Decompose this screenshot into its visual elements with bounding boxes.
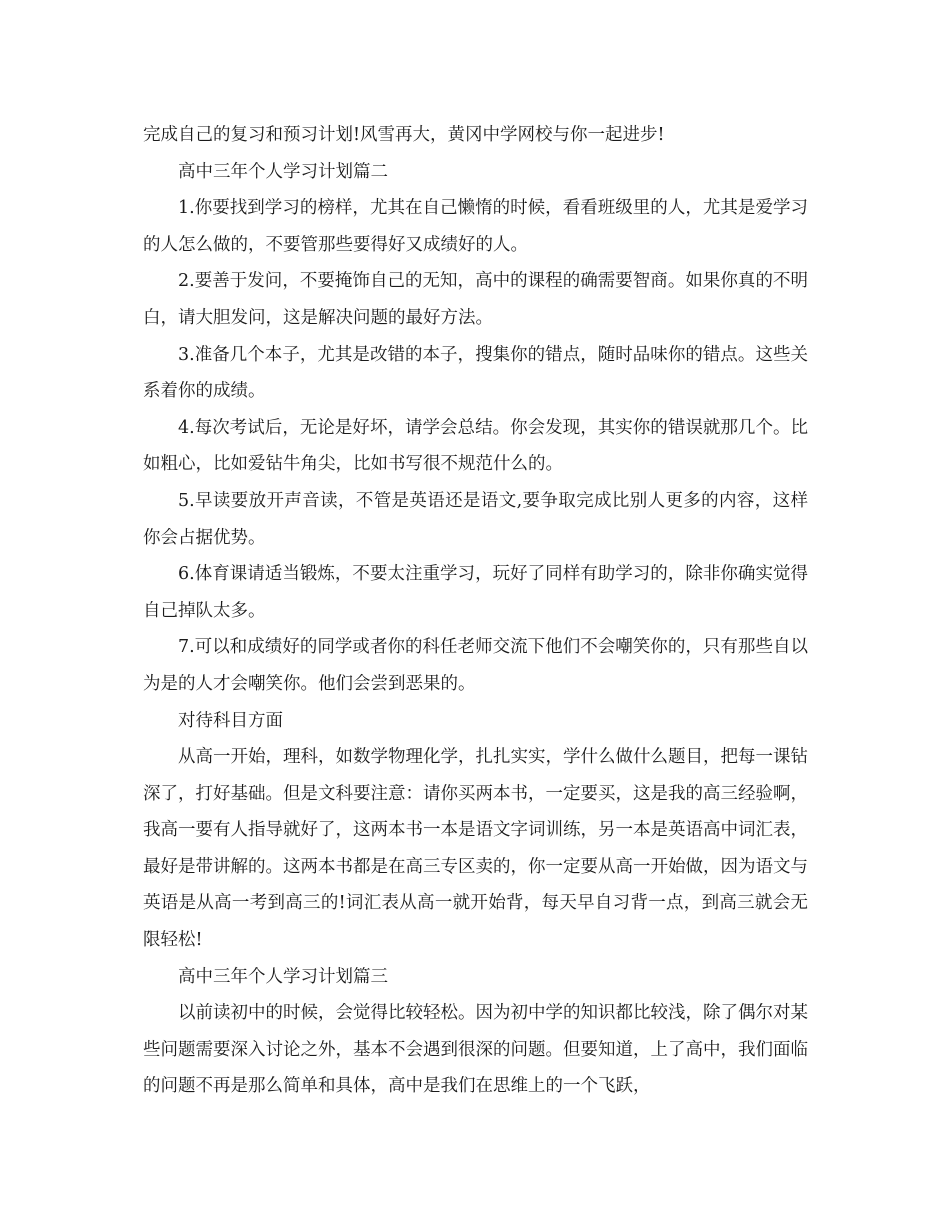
paragraph-intro-ending: 完成自己的复习和预习计划!风雪再大，黄冈中学网校与你一起进步!: [143, 125, 665, 145]
subheading-subjects: 对待科目方面: [178, 710, 283, 731]
list-item-3: 3.准备几个本子，尤其是改错的本子，搜集你的错点，随时品味你的错点。这些关系着你的成绩。: [143, 344, 808, 402]
list-item-2: 2.要善于发问，不要掩饰自己的无知，高中的课程的确需要智商。如果你真的不明白，请大胆发问，这是解决问题的最好方法。: [143, 271, 808, 328]
list-item-1: 1.你要找到学习的榜样，尤其在自己懒惰的时候，看看班级里的人，尤其是爱学习的人怎么做的，不要管那些要得好又成绩好的人。: [143, 198, 808, 255]
paragraph-subjects: 从高一开始，理科，如数学物理化学，扎扎实实，学什么做什么题目，把每一课钻深了，打好基础。但是文科要注意：请你买两本书，一定要买，这是我的高三经验啊，我高一要有人指导就好了，这两本书一本是语文字词训练，另一本是英语高中词汇表，最好是带讲解的。这两本书都是在高三专区卖的，你一定要从高一开始做，因为语文与英语是从高一考到高三的!词汇表从高一就开始背，每天早自习背一点，到高三就会无限轻松!: [143, 747, 808, 951]
section-heading-part-three: 高中三年个人学习计划篇三: [178, 966, 388, 987]
list-item-5: 5.早读要放开声音读，不管是英语还是语文,要争取完成比别人更多的内容，这样你会占据优势。: [143, 490, 808, 548]
list-item-6: 6.体育课请适当锻炼，不要太注重学习，玩好了同样有助学习的，除非你确实觉得自己掉队太多。: [143, 564, 808, 621]
list-item-4: 4.每次考试后，无论是好坏，请学会总结。你会发现，其实你的错误就那几个。比如粗心，比如爱钻牛角尖，比如书写很不规范什么的。: [143, 417, 808, 475]
section-heading-part-two: 高中三年个人学习计划篇二: [178, 161, 388, 182]
document-body: [143, 117, 808, 1105]
list-item-7: 7.可以和成绩好的同学或者你的科任老师交流下他们不会嘲笑你的，只有那些自以为是的人才会嘲笑你。他们会尝到恶果的。: [143, 637, 808, 694]
paragraph-part-three: 以前读初中的时候，会觉得比较轻松。因为初中学的知识都比较浅，除了偶尔对某些问题需要深入讨论之外，基本不会遇到很深的问题。但要知道，上了高中，我们面临的问题不再是那么简单和具体，高中是我们在思维上的一个飞跃，: [143, 1003, 808, 1097]
